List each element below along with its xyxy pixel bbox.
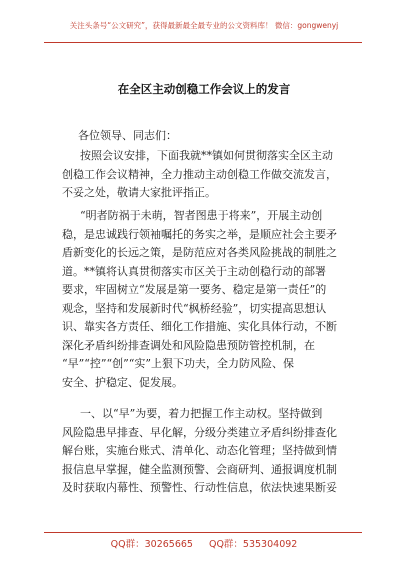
salutation: 各位领导、同志们： [78,129,177,142]
paragraph-line: 报信息早掌握，健全监测预警、会商研判、通报调度机制 [62,462,337,476]
paragraph-line: 安全、护稳定、促发展。 [62,375,183,389]
paragraph-line: 深化矛盾纠纷排查调处和风险隐患预防管控机制，在 [62,338,315,352]
paragraph-line: 要求，牢固树立“发展是第一要务、稳定是第一责任”的 [62,283,327,296]
paragraph-line: 道。**镇将认真贯彻落实市区关于主动创稳行动的部署 [62,264,326,278]
paragraph-line: 创稳工作会议精神，全力推动主动创稳工作做交流发言， [62,167,337,181]
paragraph-line: 一、以“早”为要，着力把握工作主动权。坚持做到 [80,407,323,420]
paragraph-line: 稳，是忠诚践行领袖嘱托的务实之举，是顺应社会主要矛 [62,227,337,241]
paragraph-1 [62,147,352,203]
paragraph-line: 风险隐患早排查、早化解，分级分类建立矛盾纠纷排查化 [62,425,337,439]
header-divider [44,42,362,43]
footer-qq-group-2: QQ群：535304092 [208,539,298,550]
paragraph-line: 识、靠实各方责任、细化工作措施、实化具体行动，不断 [62,320,337,333]
paragraph-line: “明者防祸于未萌，智者图患于将来”，开展主动创 [80,209,323,222]
paragraph-line: 及时获取内幕性、预警性、行动性信息，依法快速果断妥 [62,481,337,494]
document-title: 在全区主动创稳工作会议上的发言 [117,82,291,96]
footer-qq-group-1: QQ群：30265665 [110,539,193,550]
paragraph-2 [62,207,352,392]
paragraph-line: 不妥之处，敬请大家批评指正。 [62,186,216,199]
paragraph-line: 按照会议安排，下面我就**镇如何贯彻落实全区主动 [80,149,333,162]
paragraph-3 [62,405,352,498]
header-banner: 关注头条号“公文研究”，获得最新最全最专业的公文资料库！ 微信：gongwenyj [69,21,339,30]
footer-divider [44,532,362,533]
footer [0,536,408,550]
paragraph-line: 观念，坚持和发展新时代“枫桥经验”，切实提高思想认 [62,301,327,315]
paragraph-line: 解台账，实施台账式、清单化、动态化管理；坚持做到情 [62,444,337,457]
paragraph-line: “早”“控”“创”“实”上狠下功夫，全力防风险、保 [62,357,294,370]
paragraph-line: 盾新变化的长远之策，是防范应对各类风险挑战的制胜之 [62,246,337,259]
